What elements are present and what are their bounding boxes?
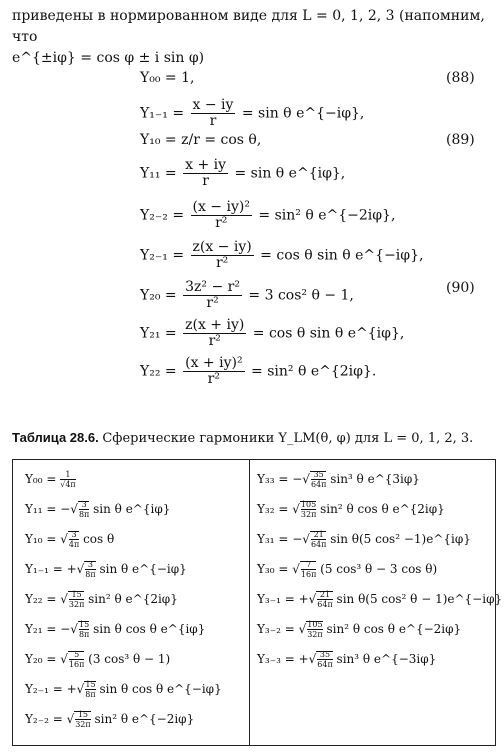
fraction-numerator: 3 xyxy=(85,560,95,570)
equation-number: (88) xyxy=(446,70,475,86)
fraction-numerator: z(x − iy) xyxy=(192,239,252,255)
equation-row xyxy=(140,318,404,349)
equation-lhs: Y₂₋₁ xyxy=(140,247,168,264)
caption-text: Сферические гармоники Y_LM(θ, φ) для L = 0, 1, 2, 3. xyxy=(102,431,474,446)
harmonic-lhs: Y₂₋₁ = xyxy=(25,682,67,696)
table-cell xyxy=(25,470,76,489)
harmonic-lhs: Y₃₂ = xyxy=(257,502,293,516)
table-cell xyxy=(257,470,420,489)
fraction xyxy=(301,500,316,519)
table-cell xyxy=(25,710,194,729)
harmonic-rhs: sin³ θ e^{−3iφ} xyxy=(332,652,437,666)
fraction-denominator: r² xyxy=(207,371,220,387)
fraction-numerator: 7 xyxy=(301,560,316,570)
sqrt-icon: √ xyxy=(308,592,317,606)
fraction-numerator: 15 xyxy=(85,680,96,689)
table-cell xyxy=(25,500,170,519)
equation-rhs: = cos θ sin θ e^{iφ}, xyxy=(252,325,405,342)
fraction xyxy=(69,650,84,669)
fraction xyxy=(183,318,246,349)
fraction xyxy=(183,356,244,387)
sqrt-icon: √ xyxy=(302,472,310,486)
fraction xyxy=(69,530,79,549)
intro-line-2: e^{±iφ} = cos φ ± i sin φ) xyxy=(12,50,205,66)
sqrt-radicand xyxy=(316,650,333,669)
harmonic-lhs: Y₃₃ = xyxy=(257,472,293,486)
harmonic-rhs: sin θ e^{−iφ} xyxy=(95,562,187,576)
equation-row xyxy=(140,200,395,231)
harmonic-rhs: sin θ e^{iφ} xyxy=(89,502,171,516)
sqrt-icon: √ xyxy=(60,652,68,666)
table-divider xyxy=(249,460,250,745)
table-caption xyxy=(12,430,473,446)
sqrt-icon: √ xyxy=(76,562,85,576)
harmonic-lhs: Y₂₋₂ = xyxy=(25,712,67,726)
equation-lhs: Y₁₁ xyxy=(140,165,161,182)
harmonic-rhs: sin² θ e^{2iφ} xyxy=(84,592,178,606)
sqrt-icon: √ xyxy=(292,562,300,576)
harmonic-lhs: Y₁₀ = xyxy=(25,532,61,546)
equation-rhs: = sin θ e^{−iφ}, xyxy=(241,105,365,122)
sqrt-radicand xyxy=(310,530,327,549)
fraction-denominator: 64π xyxy=(310,540,327,549)
sqrt-icon: √ xyxy=(292,502,300,516)
equation-number: (90) xyxy=(446,280,475,296)
fraction-denominator: √4π xyxy=(60,480,76,489)
sqrt-radicand xyxy=(78,500,90,519)
harmonic-rhs: (5 cos³ θ − 3 cos θ) xyxy=(316,562,438,576)
fraction xyxy=(317,650,332,669)
fraction-denominator: 8π xyxy=(78,630,90,639)
harmonic-rhs: sin θ cos θ e^{iφ} xyxy=(89,622,206,636)
table-cell xyxy=(257,590,502,609)
equation-rhs: = sin² θ e^{−2iφ}, xyxy=(258,207,396,224)
fraction-denominator: 32π xyxy=(75,720,91,729)
fraction-numerator: 1 xyxy=(60,470,75,480)
fraction xyxy=(301,560,316,579)
equals-sign: = xyxy=(172,247,189,264)
fraction-numerator: 3 xyxy=(69,530,79,540)
fraction-numerator: 35 xyxy=(317,650,332,660)
fraction-numerator: z(x + iy) xyxy=(185,317,245,333)
harmonic-lhs: Y₂₀ = xyxy=(25,652,61,666)
fraction xyxy=(79,500,89,519)
table-cell xyxy=(257,620,461,639)
harmonic-lhs: Y₀₀ = xyxy=(25,472,61,486)
sqrt-radicand xyxy=(84,560,96,579)
fraction-denominator: 64π xyxy=(317,660,333,669)
table-cell xyxy=(25,530,114,549)
harmonic-lhs: Y₂₁ = xyxy=(25,622,61,636)
harmonic-lhs: Y₃₋₁ = xyxy=(257,592,299,606)
table-cell xyxy=(25,620,205,639)
fraction-numerator: 15 xyxy=(69,590,84,600)
sqrt-radicand xyxy=(310,470,327,489)
table-cell xyxy=(257,560,437,579)
fraction-numerator: 35 xyxy=(311,470,326,480)
fraction-numerator: 105 xyxy=(300,500,317,509)
sqrt-icon: √ xyxy=(60,532,68,546)
equation-row xyxy=(140,356,376,387)
sqrt-radicand xyxy=(78,620,90,639)
harmonic-lhs: Y₃₋₃ = xyxy=(257,652,299,666)
sqrt-radicand xyxy=(74,710,91,729)
fraction-numerator: (x + iy)² xyxy=(185,355,243,371)
sqrt-radicand xyxy=(68,530,80,549)
sqrt-icon: √ xyxy=(302,532,310,546)
fraction-denominator: r xyxy=(209,113,217,129)
table-cell xyxy=(257,650,436,669)
fraction xyxy=(311,530,326,549)
harmonic-rhs: sin θ cos θ e^{−iφ} xyxy=(95,682,222,696)
equation-lhs: Y₂₂ xyxy=(140,363,161,380)
sqrt-icon: √ xyxy=(298,622,307,636)
equation-lhs: Y₂₁ xyxy=(140,325,161,342)
fraction-denominator: r² xyxy=(208,333,221,349)
fraction-denominator: 8π xyxy=(85,690,96,699)
harmonic-lhs: Y₂₂ = xyxy=(25,592,61,606)
sqrt-radicand xyxy=(300,560,317,579)
fraction xyxy=(191,98,236,129)
table-cell xyxy=(25,590,178,609)
equation-rhs: = cos θ sin θ e^{−iφ}, xyxy=(260,247,424,264)
harmonic-lhs: Y₃₁ = xyxy=(257,532,293,546)
harmonic-lhs: Y₁₋₁ = xyxy=(25,562,67,576)
fraction xyxy=(85,680,95,699)
sqrt-radicand xyxy=(84,680,96,699)
fraction-numerator: x + iy xyxy=(185,157,227,173)
equals-sign: = xyxy=(172,207,189,224)
fraction xyxy=(311,470,326,489)
sqrt-radicand xyxy=(68,650,85,669)
fraction xyxy=(317,590,332,609)
table-cell xyxy=(257,530,471,549)
fraction-denominator: r² xyxy=(206,295,219,311)
sign: − xyxy=(292,532,303,546)
fraction xyxy=(307,620,322,639)
equation-lhs: Y₁₋₁ xyxy=(140,105,168,122)
sqrt-icon: √ xyxy=(70,622,78,636)
sqrt-icon: √ xyxy=(60,592,68,606)
equation-lhs: Y₁₀ xyxy=(140,132,161,148)
fraction-numerator: 15 xyxy=(75,710,90,720)
table-cell xyxy=(25,560,187,579)
harmonic-lhs: Y₃₀ = xyxy=(257,562,293,576)
equation-row xyxy=(140,240,423,271)
fraction-denominator: r² xyxy=(215,215,228,231)
equation-lhs: Y₀₀ xyxy=(140,70,161,86)
sign: − xyxy=(60,502,71,516)
table-cell xyxy=(257,500,445,519)
fraction xyxy=(60,470,75,489)
harmonic-lhs: Y₃₋₂ = xyxy=(257,622,299,636)
fraction-denominator: 32π xyxy=(68,600,85,609)
fraction-numerator: 15 xyxy=(79,620,90,629)
equation-rhs: = sin² θ e^{2iφ}. xyxy=(251,363,377,380)
equation-rhs: = 3 cos² θ − 1, xyxy=(248,287,354,304)
sqrt-icon: √ xyxy=(66,712,75,726)
sqrt-icon: √ xyxy=(308,652,317,666)
equals-sign: = xyxy=(164,325,182,342)
fraction-denominator: 32π xyxy=(300,510,317,519)
fraction-denominator: 64π xyxy=(317,600,333,609)
sqrt-radicand xyxy=(300,500,317,519)
fraction-denominator: 64π xyxy=(310,480,327,489)
fraction-denominator: r² xyxy=(215,255,229,271)
caption-label: Таблица 28.6. xyxy=(12,430,99,445)
equation-number: (89) xyxy=(446,132,475,148)
equals-sign: = xyxy=(164,287,182,304)
fraction-numerator: 21 xyxy=(311,530,326,540)
fraction-numerator: 3 xyxy=(79,500,89,510)
sqrt-radicand xyxy=(316,590,333,609)
equals-sign: = xyxy=(172,105,189,122)
harmonic-rhs: sin θ(5 cos² θ − 1)e^{−iφ} xyxy=(332,592,503,606)
fraction xyxy=(183,280,242,311)
fraction xyxy=(191,200,252,231)
sign: + xyxy=(298,592,309,606)
fraction xyxy=(69,590,84,609)
fraction xyxy=(85,560,95,579)
fraction-numerator: 105 xyxy=(307,620,323,629)
sign: − xyxy=(292,472,303,486)
fraction-numerator: 3z² − r² xyxy=(185,279,240,295)
fraction-denominator: 8π xyxy=(85,570,96,579)
fraction-denominator: 4π xyxy=(68,540,80,549)
equation-row xyxy=(140,158,345,189)
equation-lhs: Y₂₀ xyxy=(140,287,161,304)
intro-line-1: приведены в нормированном виде для L = 0, 1, 2, 3 (напомним, что xyxy=(12,8,485,45)
harmonic-rhs: sin³ θ e^{3iφ} xyxy=(326,472,420,486)
table-cell xyxy=(25,650,170,669)
fraction-numerator: 21 xyxy=(317,590,332,600)
harmonic-lhs: Y₁₁ = xyxy=(25,502,61,516)
equals-sign: = xyxy=(164,363,182,380)
harmonic-rhs: sin² θ cos θ e^{−2iφ} xyxy=(322,622,462,636)
fraction-denominator: 16π xyxy=(68,660,85,669)
harmonic-rhs: sin² θ e^{−2iφ} xyxy=(90,712,195,726)
sqrt-icon: √ xyxy=(70,502,78,516)
equation-rhs: = z/r = cos θ, xyxy=(164,132,262,148)
sqrt-radicand xyxy=(68,590,85,609)
sign: + xyxy=(66,682,77,696)
sign: − xyxy=(60,622,71,636)
sign: + xyxy=(298,652,309,666)
sign: + xyxy=(66,562,77,576)
equation-rhs: = 1, xyxy=(164,70,195,86)
sqrt-radicand xyxy=(306,620,323,639)
harmonic-rhs: (3 cos³ θ − 1) xyxy=(84,652,171,666)
harmonic-rhs: cos θ xyxy=(79,532,115,546)
fraction-numerator: 5 xyxy=(69,650,84,660)
harmonic-rhs: sin θ(5 cos² −1)e^{iφ} xyxy=(326,532,471,546)
fraction-numerator: x − iy xyxy=(192,97,234,113)
fraction-denominator: 16π xyxy=(300,570,317,579)
equation-row xyxy=(140,280,354,311)
equation-row xyxy=(140,98,364,129)
equation-rhs: = sin θ e^{iφ}, xyxy=(234,165,346,182)
harmonics-table xyxy=(12,459,503,746)
fraction xyxy=(183,158,228,189)
fraction xyxy=(75,710,90,729)
sqrt-icon: √ xyxy=(76,682,85,696)
fraction-denominator: 32π xyxy=(307,630,323,639)
equation-row xyxy=(140,132,261,148)
intro-paragraph xyxy=(12,6,496,69)
fraction xyxy=(191,240,254,271)
fraction-denominator: 8π xyxy=(78,510,90,519)
harmonic-rhs: sin² θ cos θ e^{2iφ} xyxy=(316,502,445,516)
equation-row xyxy=(140,70,194,86)
fraction xyxy=(79,620,89,639)
equation-lhs: Y₂₋₂ xyxy=(140,207,168,224)
equals-sign: = xyxy=(164,165,182,182)
fraction-denominator: r xyxy=(202,173,209,189)
fraction-numerator: (x − iy)² xyxy=(192,199,250,215)
table-cell xyxy=(25,680,222,699)
